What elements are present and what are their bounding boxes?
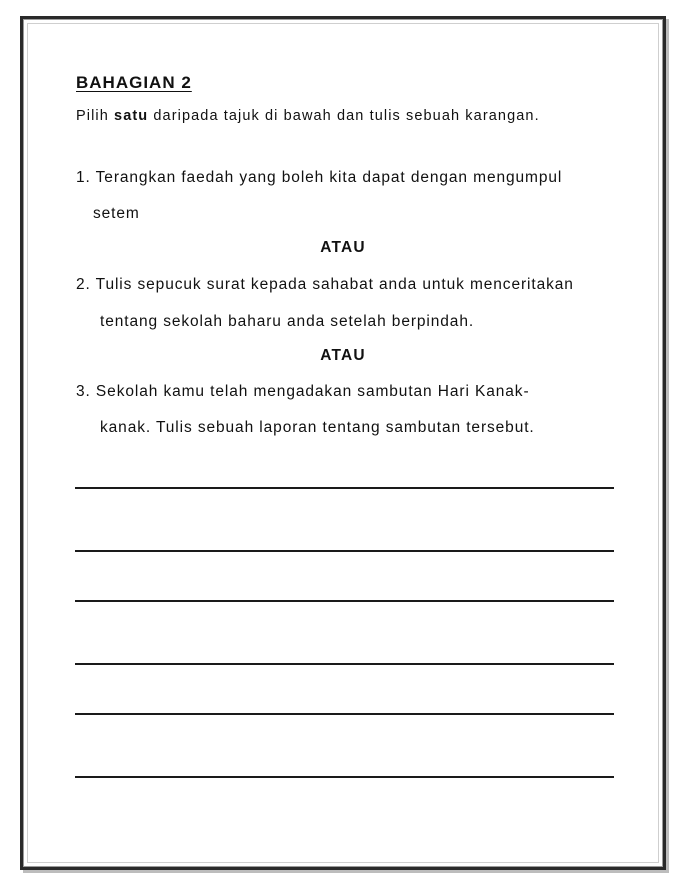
- worksheet-page: [20, 16, 666, 870]
- answer-line[interactable]: [75, 713, 614, 715]
- separator-atau-2: ATAU: [320, 347, 366, 364]
- question-3-line-2: kanak. Tulis sebuah laporan tentang sambutan tersebut.: [100, 419, 535, 436]
- separator-atau-1: ATAU: [320, 239, 366, 256]
- question-3-line-1: 3. Sekolah kamu telah mengadakan sambutan Hari Kanak-: [76, 383, 530, 400]
- page-inner-border: [27, 23, 659, 863]
- instruction-text: [76, 108, 540, 124]
- instruction-prefix: Pilih: [76, 108, 115, 124]
- question-1-line-1: 1. Terangkan faedah yang boleh kita dapat dengan mengumpul: [76, 169, 563, 186]
- question-1-line-2: setem: [93, 205, 140, 222]
- instruction-emphasis: satu: [114, 108, 149, 124]
- answer-line[interactable]: [75, 600, 614, 602]
- answer-line[interactable]: [75, 776, 614, 778]
- answer-line[interactable]: [75, 487, 614, 489]
- section-title: BAHAGIAN 2: [76, 73, 192, 92]
- answer-line[interactable]: [75, 550, 614, 552]
- question-2-line-1: 2. Tulis sepucuk surat kepada sahabat anda untuk menceritakan: [76, 276, 574, 293]
- answer-line[interactable]: [75, 663, 614, 665]
- question-2-line-2: tentang sekolah baharu anda setelah berpindah.: [100, 313, 475, 330]
- instruction-suffix: daripada tajuk di bawah dan tulis sebuah karangan.: [148, 108, 540, 124]
